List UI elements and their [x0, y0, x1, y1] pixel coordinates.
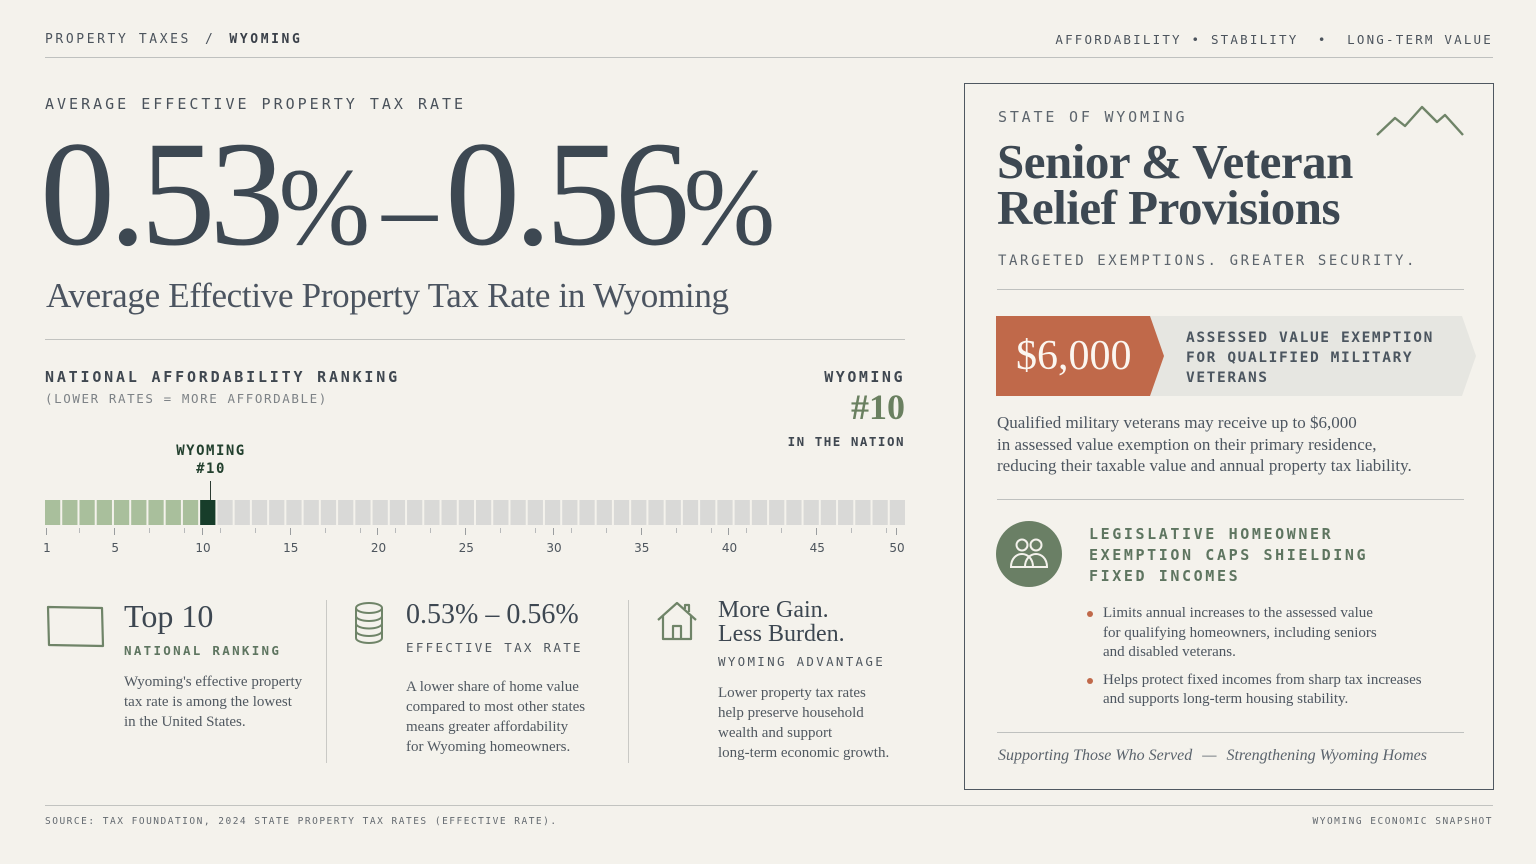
rate-dash: – [382, 146, 432, 268]
rank-segment [562, 500, 577, 525]
rank-tick-mark [290, 528, 291, 535]
rank-minor-tick [571, 528, 572, 533]
rank-bar [45, 500, 905, 525]
rank-minor-tick [325, 528, 326, 533]
panel-divider [997, 732, 1464, 733]
panel-footer-left: Supporting Those Who Served [998, 747, 1193, 764]
rank-segment [235, 500, 250, 525]
rate-low-percent: % [278, 146, 369, 268]
rank-segment [648, 500, 663, 525]
rank-segment [510, 500, 525, 525]
bullet-dot [1087, 678, 1093, 684]
stat-desc-line: Lower property tax rates [718, 685, 866, 701]
panel-divider [997, 499, 1464, 500]
rank-badge [788, 368, 905, 449]
rank-segment [769, 500, 784, 525]
mountains-icon [1375, 104, 1465, 138]
rank-segment [631, 500, 646, 525]
bullet-line: and supports long-term housing stability. [1103, 691, 1349, 707]
rank-badge-state: WYOMING [824, 368, 905, 386]
rate-range [40, 112, 773, 277]
stat-title-line2: Less Burden. [718, 621, 845, 647]
rank-segment [45, 500, 60, 525]
stat-divider [326, 600, 327, 763]
rank-minor-tick [781, 528, 782, 533]
stat-desc-line: A lower share of home value [406, 678, 579, 695]
rank-segment [114, 500, 129, 525]
stat-desc-line: in the United States. [124, 713, 246, 730]
rank-segment [683, 500, 698, 525]
rank-segment [597, 500, 612, 525]
bullet-item [1087, 604, 1457, 663]
rank-segment [407, 500, 422, 525]
rank-tick-mark [202, 528, 203, 535]
people-icon-circle [996, 521, 1062, 587]
rank-segment [79, 500, 94, 525]
stat-desc-line: help preserve household [718, 705, 864, 721]
panel-tagline: TARGETED EXEMPTIONS. GREATER SECURITY. [998, 253, 1418, 269]
exemption-desc-line: VETERANS [1186, 370, 1269, 386]
rank-segment [821, 500, 836, 525]
rank-ticks [45, 528, 905, 558]
rank-segment [855, 500, 870, 525]
rank-minor-tick [535, 528, 536, 533]
rank-minor-tick [395, 528, 396, 533]
relief-panel [964, 83, 1494, 790]
bullet-line: Limits annual increases to the assessed value [1103, 605, 1373, 621]
rank-segment [717, 500, 732, 525]
rank-segment [838, 500, 853, 525]
rank-minor-tick [676, 528, 677, 533]
rate-low: 0.53 [40, 111, 279, 277]
rank-segment [97, 500, 112, 525]
breadcrumb-item-wyoming: WYOMING [229, 32, 303, 47]
rank-minor-tick [360, 528, 361, 533]
rank-tick-label: 5 [111, 541, 120, 555]
rank-segment [166, 500, 181, 525]
snapshot-label: WYOMING ECONOMIC SNAPSHOT [1312, 816, 1493, 827]
panel-title-line: Senior & Veteran [997, 134, 1353, 189]
rank-segment [338, 500, 353, 525]
rank-segment [148, 500, 163, 525]
exemption-desc [1186, 328, 1434, 388]
rank-minor-tick [746, 528, 747, 533]
rank-tick-mark [896, 528, 897, 535]
exemption-desc-line: ASSESSED VALUE EXEMPTION [1186, 330, 1434, 346]
breadcrumb [45, 32, 302, 47]
stat-label: NATIONAL RANKING [124, 642, 282, 658]
rank-segment [252, 500, 267, 525]
stat-label: WYOMING ADVANTAGE [718, 654, 886, 669]
rank-tick-label: 1 [43, 541, 51, 555]
legislative-title-line: FIXED INCOMES [1089, 567, 1241, 585]
rank-segment [390, 500, 405, 525]
rank-minor-tick [711, 528, 712, 533]
coin-stack-icon [351, 601, 387, 649]
bullet-item [1087, 671, 1457, 710]
ranking-note: (LOWER RATES = MORE AFFORDABLE) [45, 391, 328, 406]
breadcrumb-item-property-taxes[interactable]: PROPERTY TAXES [45, 32, 191, 47]
rank-marker-rank: #10 [196, 461, 226, 477]
legislative-title-line: LEGISLATIVE HOMEOWNER [1089, 525, 1334, 543]
rank-badge-number: #10 [851, 387, 905, 427]
rank-segment [424, 500, 439, 525]
rank-tick-label: 20 [370, 541, 387, 555]
exemption-amount: $6,000 [1016, 333, 1132, 379]
rank-segment [183, 500, 198, 525]
rank-tick-mark [553, 528, 554, 535]
rank-tick-label: 35 [634, 541, 650, 555]
rank-segment [579, 500, 594, 525]
panel-divider [997, 289, 1464, 290]
rank-minor-tick [851, 528, 852, 533]
rank-minor-tick [184, 528, 185, 533]
rank-tick-mark [465, 528, 466, 535]
panel-title [997, 134, 1353, 235]
rank-tick-label: 10 [195, 541, 211, 555]
legislative-title [1089, 524, 1368, 587]
rank-minor-tick [606, 528, 607, 533]
stat-desc-line: long-term economic growth. [718, 745, 890, 761]
rank-segment [200, 500, 215, 525]
people-icon [1009, 536, 1049, 572]
rank-tick-label: 45 [809, 541, 825, 555]
stat-desc-line: for Wyoming homeowners. [406, 738, 571, 755]
rank-badge-suffix: IN THE NATION [787, 433, 905, 449]
stat-desc-line: wealth and support [718, 725, 833, 741]
stat-desc-line: Wyoming's effective property [124, 673, 303, 690]
exemption-paragraph-line: Qualified military veterans may receive up to $6,000 [997, 413, 1357, 432]
stat-title-line1: More Gain. [718, 597, 829, 623]
rank-segment [804, 500, 819, 525]
stat-desc [124, 672, 334, 732]
stat-desc-line: tax rate is among the lowest [124, 693, 292, 710]
rank-segment [269, 500, 284, 525]
legislative-title-line: EXEMPTION CAPS SHIELDING [1089, 546, 1369, 564]
legislative-bullets [1087, 604, 1457, 718]
header-tagline: AFFORDABILITY • STABILITY • LONG-TERM VALUE [1055, 32, 1493, 47]
panel-title-line: Relief Provisions [997, 180, 1341, 235]
rank-segment [304, 500, 319, 525]
bullet-line: and disabled veterans. [1103, 644, 1236, 660]
rank-segment [786, 500, 801, 525]
rank-marker-label [170, 442, 252, 478]
rate-subtitle: Average Effective Property Tax Rate in Wyoming [46, 276, 729, 315]
rank-segment [355, 500, 370, 525]
rank-segment [890, 500, 905, 525]
panel-footer-right: Strengthening Wyoming Homes [1226, 747, 1428, 764]
rank-segment [700, 500, 715, 525]
stat-title: Top 10 [124, 598, 214, 634]
page-footer [45, 805, 1493, 827]
rank-segment [476, 500, 491, 525]
top-bar [45, 30, 1493, 58]
rank-minor-tick [886, 528, 887, 533]
rank-segment [752, 500, 767, 525]
source-note: SOURCE: TAX FOUNDATION, 2024 STATE PROPERTY TAX RATES (EFFECTIVE RATE). [45, 816, 558, 827]
rank-tick-mark [641, 528, 642, 535]
bullet-dot [1087, 611, 1093, 617]
stat-desc [718, 683, 918, 763]
rank-segment [286, 500, 301, 525]
section-divider [45, 339, 905, 340]
rank-segment [528, 500, 543, 525]
rank-segment [459, 500, 474, 525]
rank-segment [873, 500, 888, 525]
stat-desc-line: means greater affordability [406, 718, 569, 735]
rank-segment [442, 500, 457, 525]
rank-tick-mark [377, 528, 378, 535]
stat-divider [628, 600, 629, 763]
rank-marker-line [210, 481, 211, 501]
rank-segment [614, 500, 629, 525]
rank-tick-mark [46, 528, 47, 535]
rank-minor-tick [220, 528, 221, 533]
rank-minor-tick [149, 528, 150, 533]
rank-marker-state: WYOMING [176, 443, 246, 459]
rank-segment [545, 500, 560, 525]
rate-high: 0.56 [445, 111, 684, 277]
rate-label: AVERAGE EFFECTIVE PROPERTY TAX RATE [45, 95, 467, 113]
rank-tick-mark [728, 528, 729, 535]
panel-state: STATE OF WYOMING [998, 108, 1188, 126]
rank-segment [131, 500, 146, 525]
stat-label: EFFECTIVE TAX RATE [406, 639, 583, 655]
rank-tick-label: 15 [283, 541, 299, 555]
rank-segment [666, 500, 681, 525]
rank-segment [321, 500, 336, 525]
rank-tick-label: 30 [546, 541, 562, 555]
exemption-paragraph [997, 412, 1467, 477]
exemption-paragraph-line: in assessed value exemption on their primary residence, [997, 434, 1377, 454]
rank-minor-tick [430, 528, 431, 533]
rank-minor-tick [500, 528, 501, 533]
bullet-line: Helps protect fixed incomes from sharp tax increases [1103, 671, 1422, 688]
panel-footer-separator: — [1202, 747, 1217, 764]
rank-minor-tick [255, 528, 256, 533]
rate-high-percent: % [683, 146, 774, 268]
stat-desc [406, 677, 636, 757]
house-icon [655, 600, 699, 642]
rank-segment [735, 500, 750, 525]
rank-tick-label: 40 [721, 541, 738, 555]
bullet-line: for qualifying homeowners, including seniors [1103, 624, 1377, 641]
rank-segment [373, 500, 388, 525]
stat-desc-line: compared to most other states [406, 698, 586, 715]
rank-tick-mark [816, 528, 817, 535]
rank-minor-tick [79, 528, 80, 533]
rank-tick-label: 25 [458, 541, 474, 555]
stat-title: 0.53% – 0.56% [406, 599, 579, 630]
rank-segment [62, 500, 77, 525]
panel-footer [998, 747, 1427, 765]
breadcrumb-separator: / [204, 32, 216, 47]
exemption-paragraph-line: reducing their taxable value and annual property tax liability. [997, 456, 1412, 475]
rank-tick-mark [114, 528, 115, 535]
rank-segment [217, 500, 232, 525]
wyoming-outline-icon [45, 603, 105, 649]
exemption-desc-line: FOR QUALIFIED MILITARY [1186, 350, 1414, 366]
ranking-title: NATIONAL AFFORDABILITY RANKING [45, 368, 400, 386]
rank-segment [493, 500, 508, 525]
rank-tick-label: 50 [889, 541, 905, 555]
